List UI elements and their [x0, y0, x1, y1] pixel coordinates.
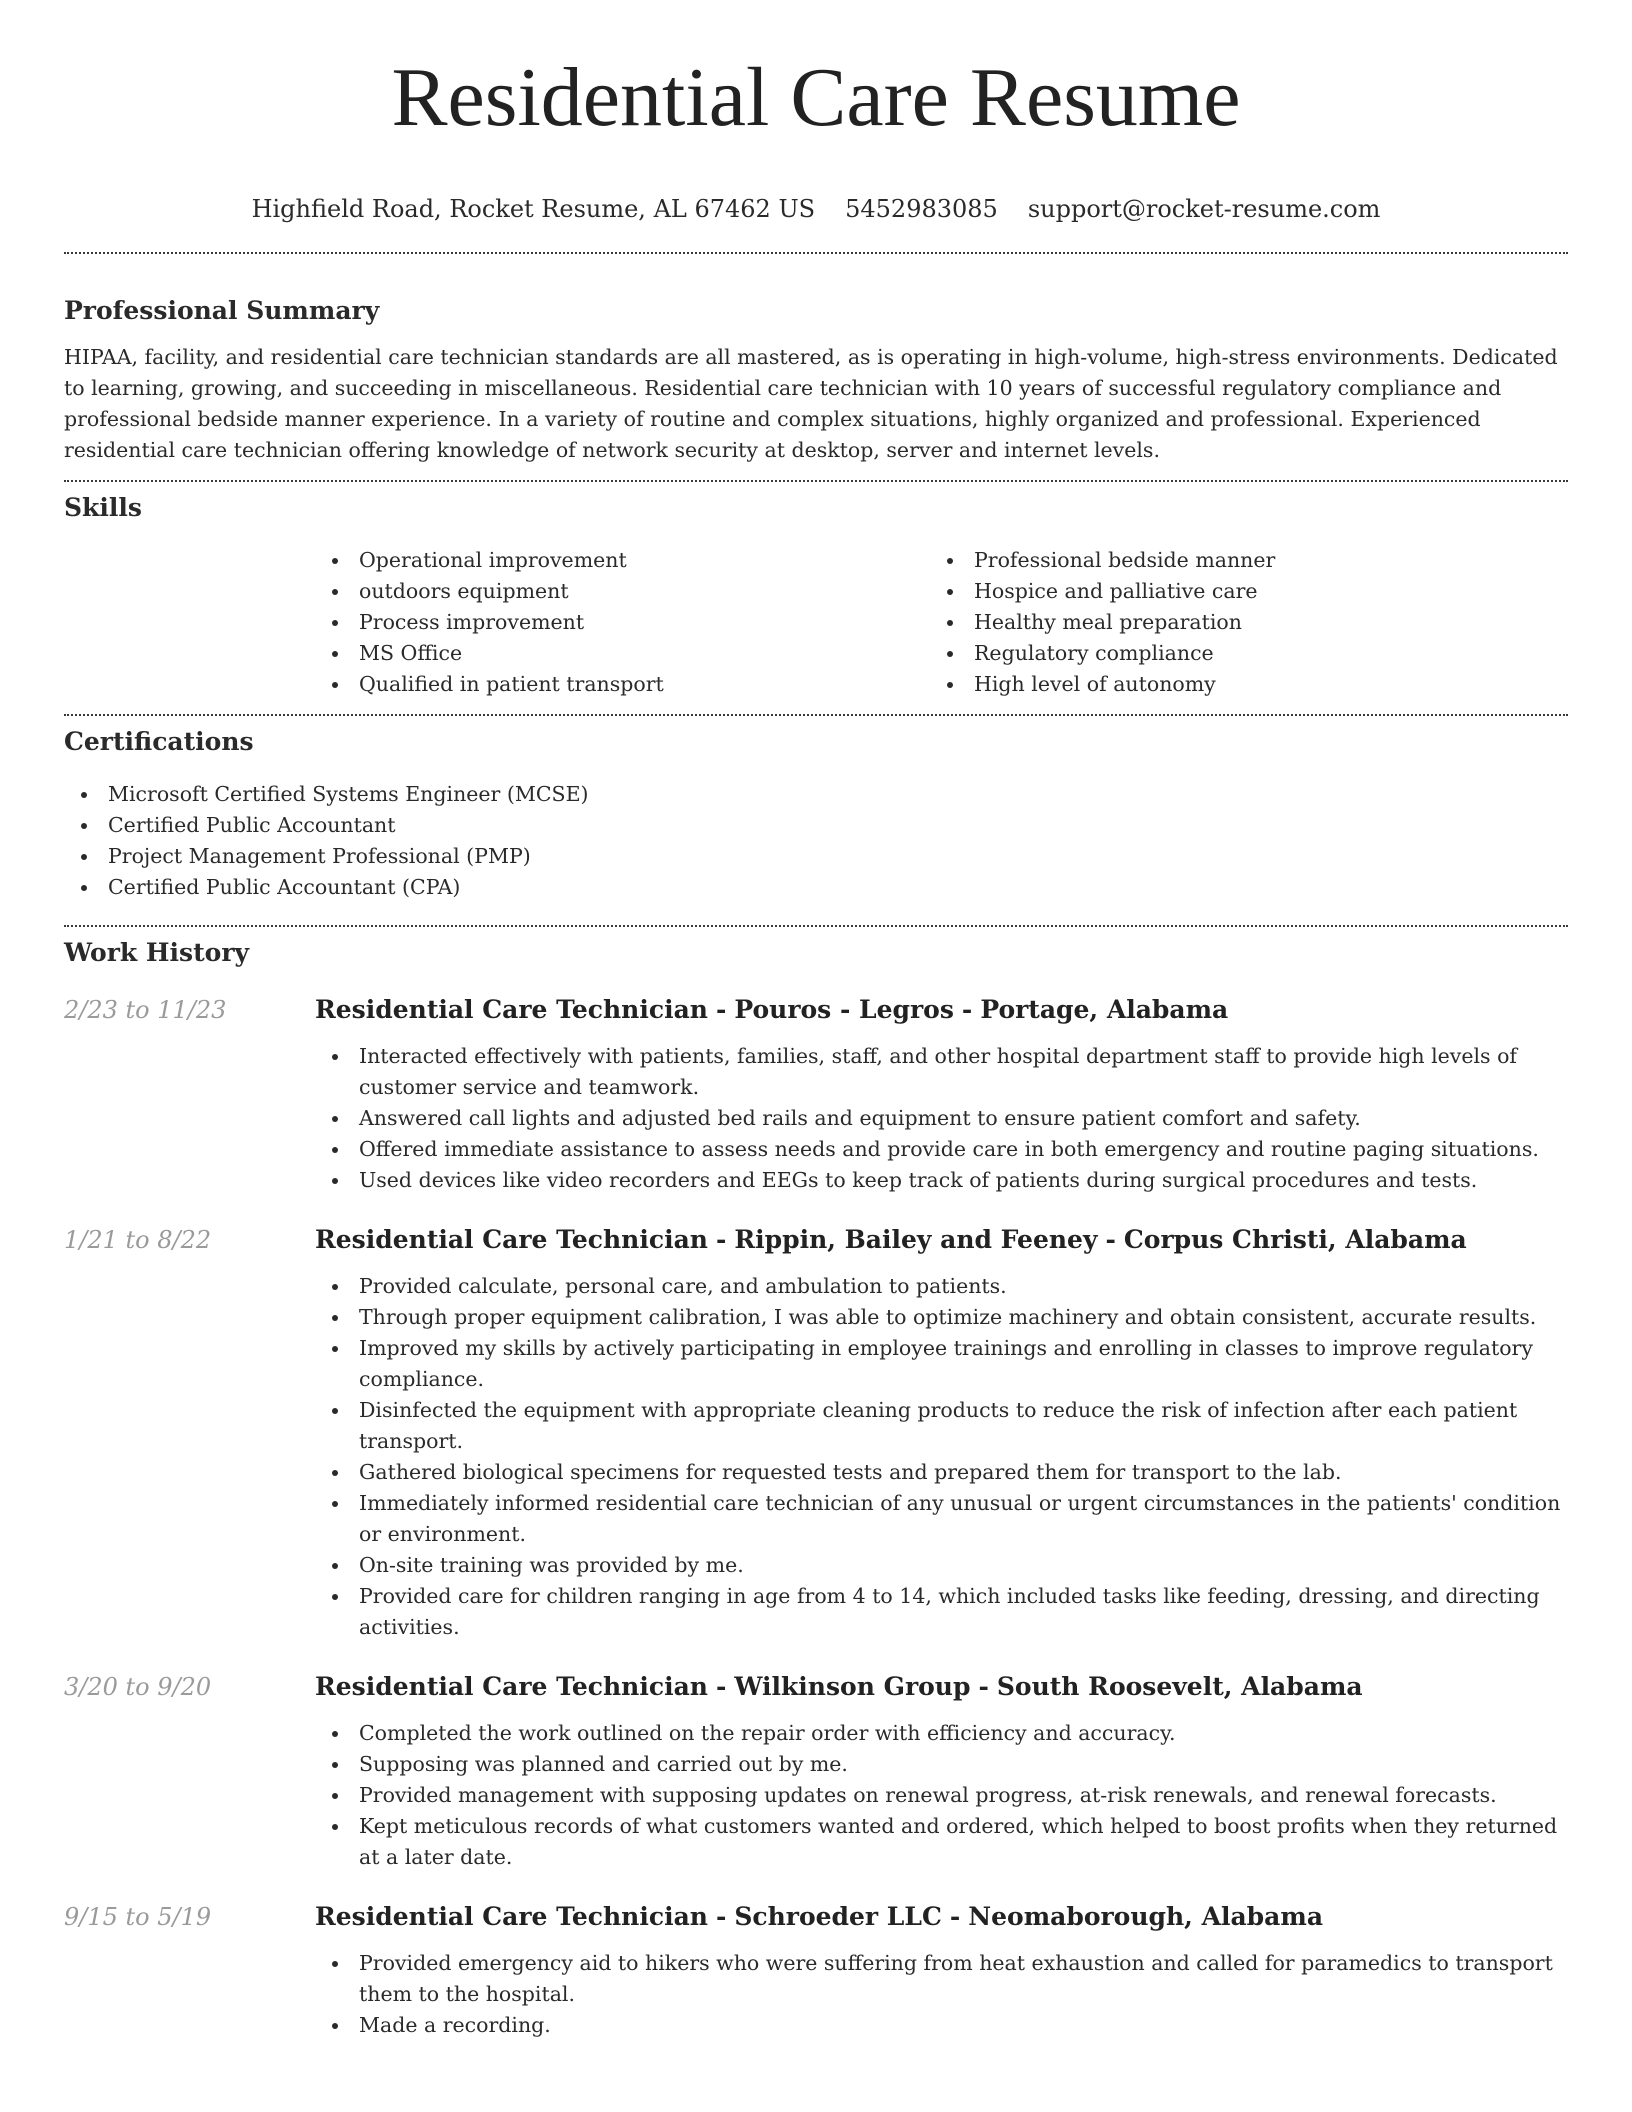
list-item: Professional bedside manner	[930, 545, 1545, 576]
job-title: Residential Care Technician - Rippin, Bailey and Feeney - Corpus Christi, Alabama	[315, 1225, 1467, 1254]
section-title-work-history: Work History	[64, 938, 250, 967]
divider	[64, 252, 1568, 254]
list-item: High level of autonomy	[930, 669, 1545, 700]
resume-page	[64, 0, 1568, 2041]
contact-address: Highfield Road, Rocket Resume, AL 67462 US	[251, 195, 816, 223]
job-title: Residential Care Technician - Wilkinson Group - South Roosevelt, Alabama	[315, 1672, 1363, 1701]
list-item: Hospice and palliative care	[930, 576, 1545, 607]
list-item: Disinfected the equipment with appropriate cleaning products to reduce the risk of infection after each patient transport.	[315, 1395, 1568, 1457]
list-item: Project Management Professional (PMP)	[64, 841, 1568, 872]
list-item: Regulatory compliance	[930, 638, 1545, 669]
list-item: Kept meticulous records of what customers wanted and ordered, which helped to boost profits when they returned at a later date.	[315, 1811, 1568, 1873]
divider	[64, 480, 1568, 482]
list-item: Provided care for children ranging in age from 4 to 14, which included tasks like feeding, dressing, and directing activities.	[315, 1581, 1568, 1643]
list-item: Provided emergency aid to hikers who were suffering from heat exhaustion and called for paramedics to transport them to the hospital.	[315, 1948, 1568, 2010]
contact-line	[64, 192, 1568, 226]
job-bullets	[315, 1041, 1568, 1196]
job-role: Residential Care Technician	[315, 1225, 708, 1254]
job-dates: 9/15 to 5/19	[64, 1903, 212, 1931]
job-dates: 1/21 to 8/22	[64, 1226, 212, 1254]
job-entry	[64, 1670, 1568, 1873]
list-item: Through proper equipment calibration, I was able to optimize machinery and obtain consistent, accurate results.	[315, 1302, 1568, 1333]
job-title: Residential Care Technician - Pouros - Legros - Portage, Alabama	[315, 995, 1229, 1024]
job-location: Portage, Alabama	[980, 995, 1229, 1024]
resume-title: Residential Care Resume	[391, 51, 1241, 144]
list-item: Used devices like video recorders and EEGs to keep track of patients during surgical procedures and tests.	[315, 1165, 1568, 1196]
skills-list-right	[930, 545, 1545, 700]
section-title-summary: Professional Summary	[64, 296, 380, 325]
list-item: Certified Public Accountant (CPA)	[64, 872, 1568, 903]
skills-list-left	[315, 545, 930, 700]
job-company: Wilkinson Group	[734, 1672, 971, 1701]
job-entry	[64, 993, 1568, 1196]
job-role: Residential Care Technician	[315, 995, 708, 1024]
job-dates: 2/23 to 11/23	[64, 996, 227, 1024]
list-item: Answered call lights and adjusted bed rails and equipment to ensure patient comfort and safety.	[315, 1103, 1568, 1134]
job-company: Schroeder LLC	[734, 1902, 942, 1931]
list-item: Interacted effectively with patients, families, staff, and other hospital department staff to provide high levels of customer service and teamwork.	[315, 1041, 1568, 1103]
job-bullets	[315, 1948, 1568, 2041]
work-history-section	[64, 936, 1568, 2041]
section-title-certifications: Certifications	[64, 727, 254, 756]
contact-email: support@rocket-resume.com	[1027, 195, 1381, 223]
job-dates: 3/20 to 9/20	[64, 1673, 212, 1701]
job-location: South Roosevelt, Alabama	[996, 1672, 1363, 1701]
divider	[64, 714, 1568, 716]
job-company: Rippin, Bailey and Feeney	[734, 1225, 1098, 1254]
job-location: Neomaborough, Alabama	[968, 1902, 1324, 1931]
list-item: Gathered biological specimens for requested tests and prepared them for transport to the lab.	[315, 1457, 1568, 1488]
job-entry	[64, 1223, 1568, 1643]
skills-columns	[315, 545, 1568, 700]
list-item: On-site training was provided by me.	[315, 1550, 1568, 1581]
list-item: Healthy meal preparation	[930, 607, 1545, 638]
list-item: Provided calculate, personal care, and ambulation to patients.	[315, 1271, 1568, 1302]
list-item: Improved my skills by actively participating in employee trainings and enrolling in classes to improve regulatory compliance.	[315, 1333, 1568, 1395]
list-item: Made a recording.	[315, 2010, 1568, 2041]
job-entry	[64, 1900, 1568, 2041]
job-bullets	[315, 1718, 1568, 1873]
section-title-skills: Skills	[64, 493, 142, 522]
list-item: Completed the work outlined on the repair order with efficiency and accuracy.	[315, 1718, 1568, 1749]
contact-phone: 5452983085	[845, 195, 998, 223]
list-item: Immediately informed residential care technician of any unusual or urgent circumstances in the patients' condition or environment.	[315, 1488, 1568, 1550]
list-item: MS Office	[315, 638, 930, 669]
list-item: Process improvement	[315, 607, 930, 638]
list-item: Certified Public Accountant	[64, 810, 1568, 841]
list-item: outdoors equipment	[315, 576, 930, 607]
job-role: Residential Care Technician	[315, 1902, 708, 1931]
summary-text: HIPAA, facility, and residential care technician standards are all mastered, as is operating in high-volume, high-stress environments. Dedicated to learning, growing, and succeeding in miscellaneous. Residential care technician with 10 years of successful regulatory compliance and professional bedside manner experience. In a variety of routine and complex situations, highly organized and professional. Experienced residential care technician offering knowledge of network security at desktop, server and internet levels.	[64, 345, 1558, 462]
list-item: Operational improvement	[315, 545, 930, 576]
job-company: Pouros - Legros	[734, 995, 954, 1024]
job-bullets	[315, 1271, 1568, 1643]
skills-section	[64, 491, 1568, 700]
list-item: Qualified in patient transport	[315, 669, 930, 700]
job-title: Residential Care Technician - Schroeder LLC - Neomaborough, Alabama	[315, 1902, 1324, 1931]
list-item: Provided management with supposing updates on renewal progress, at-risk renewals, and renewal forecasts.	[315, 1780, 1568, 1811]
job-location: Corpus Christi, Alabama	[1123, 1225, 1467, 1254]
job-role: Residential Care Technician	[315, 1672, 708, 1701]
certifications-list	[64, 779, 1568, 903]
divider	[64, 925, 1568, 927]
list-item: Offered immediate assistance to assess needs and provide care in both emergency and routine paging situations.	[315, 1134, 1568, 1165]
list-item: Supposing was planned and carried out by me.	[315, 1749, 1568, 1780]
certifications-section	[64, 725, 1568, 903]
list-item: Microsoft Certified Systems Engineer (MCSE)	[64, 779, 1568, 810]
summary-section	[64, 294, 1568, 466]
